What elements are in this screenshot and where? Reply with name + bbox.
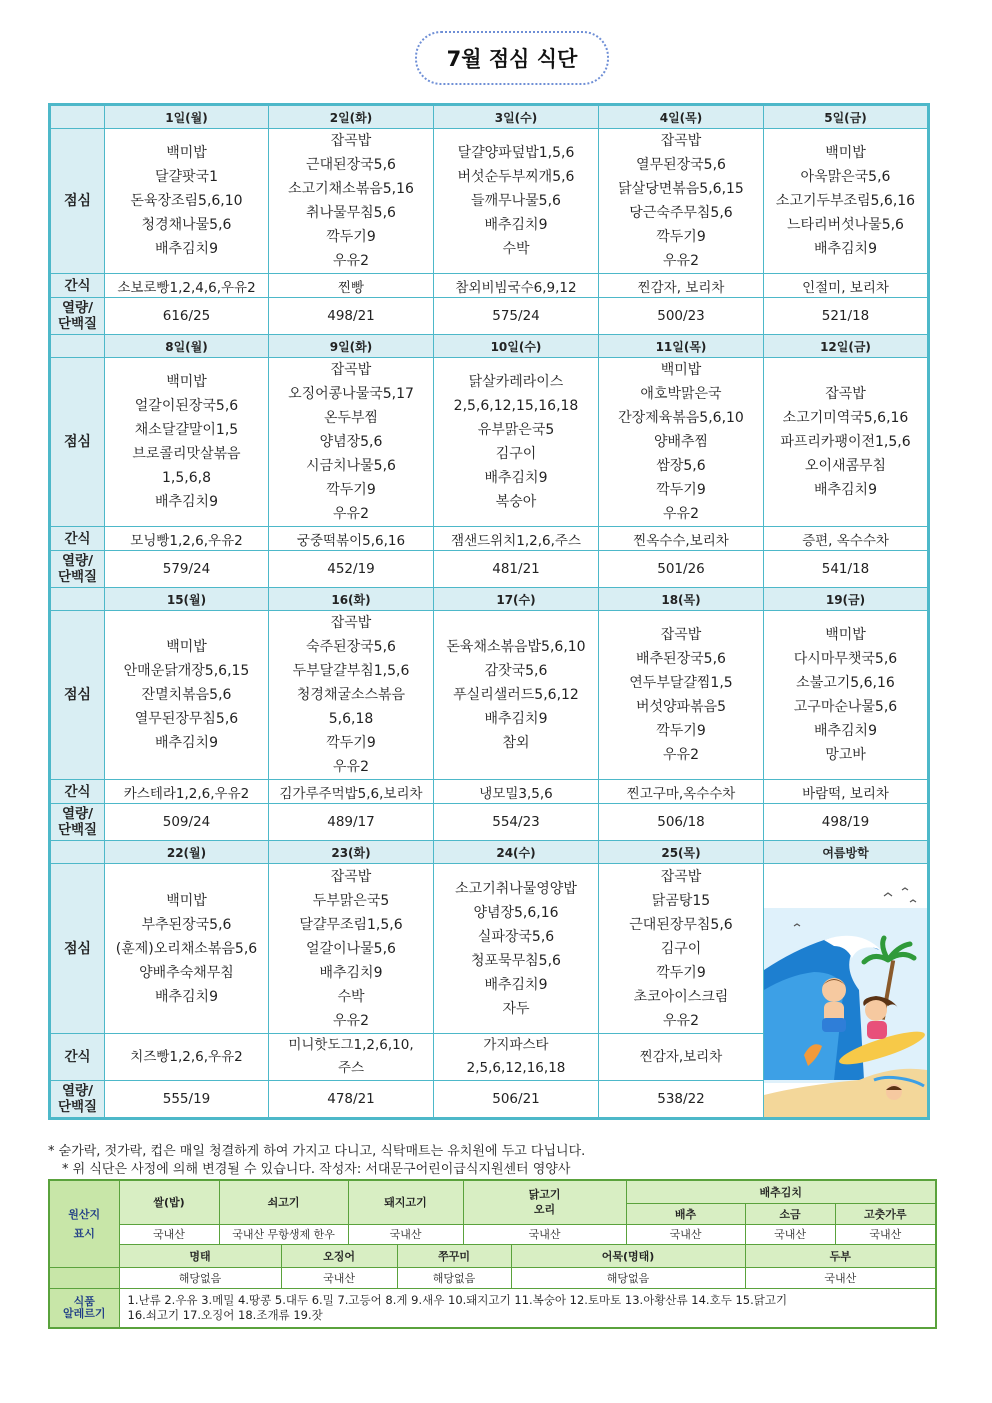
day-header-row [50,588,929,611]
lunch-row [50,358,929,527]
snack-item: 주스 [337,1060,365,1076]
menu-item: 복숭아 [495,494,537,510]
menu-item: 얼갈이나물5,6 [306,940,396,957]
snack-menu [599,1034,764,1081]
menu-item: 잡곡밥 [330,615,372,631]
lunch-row [50,129,929,274]
kcal-label-line1: 열량/ [61,1083,93,1099]
kcal-value: 575/24 [434,298,599,335]
kcal-label-line2: 단백질 [57,569,98,585]
day-date: 23(화) [269,841,434,864]
day-date: 19(금) [764,588,929,611]
menu-item: 우유2 [333,253,369,269]
menu-item: 깍두기9 [656,964,706,981]
lunch-menu [105,611,269,780]
kcal-value: 452/19 [269,551,434,588]
menu-item: 배추김치9 [319,964,383,981]
menu-item: 배추김치9 [484,711,548,727]
menu-item: 브로콜리맛살볶음 [132,446,241,462]
menu-item: 배추김치9 [484,217,548,233]
lunch-row [50,611,929,780]
kcal-value: 498/21 [269,298,434,335]
origin-label [49,1180,119,1267]
origin-header-pork: 돼지고기 [348,1180,463,1224]
origin-value-beef: 국내산 무항생제 한우 [219,1224,348,1244]
menu-item: 백미밥 [166,639,207,655]
menu-item: 우유2 [663,1012,699,1029]
kcal-label [50,551,105,588]
menu-item: 자두 [502,1000,530,1017]
kcal-value: 498/19 [764,804,929,841]
menu-item: 당근숙주무침5,6 [629,205,733,221]
menu-item: 숙주된장국5,6 [306,639,396,655]
day-date: 17(수) [434,588,599,611]
lunch-menu [764,358,929,527]
snack-row [50,274,929,298]
snack-label: 간식 [50,1034,105,1081]
allergy-list-line2: 16.쇠고기 17.오징어 18.조개류 19.잣 [127,1307,323,1322]
lunch-label: 점심 [50,358,105,527]
lunch-label: 점심 [50,864,105,1034]
menu-item: 청경채굴소스볶음 [296,687,406,703]
menu-item: 배추김치9 [813,482,877,498]
snack-menu [105,274,269,298]
snack-item: 모닝빵1,2,6,우유2 [130,532,243,549]
menu-item: 감잣국5,6 [484,663,548,679]
menu-item: 백미밥 [825,627,866,643]
snack-menu [269,274,434,298]
menu-item: 안매운닭개장5,6,15 [123,663,250,679]
menu-item: 초코아이스크림 [633,988,729,1005]
kcal-value: 554/23 [434,804,599,841]
menu-item: 온두부찜 [323,410,379,426]
menu-item: 소불고기5,6,16 [796,675,895,691]
origin-value-squid: 국내산 [281,1267,397,1288]
menu-item: 백미밥 [166,374,207,390]
origin-value-rice: 국내산 [119,1224,219,1244]
snack-item: 2,5,6,12,16,18 [466,1060,566,1076]
menu-item: 부추된장국5,6 [141,916,232,933]
kcal-row [50,551,929,588]
origin-header-cabbage: 배추 [626,1203,745,1224]
kcal-value: 541/18 [764,551,929,588]
menu-item: (훈제)오리채소볶음5,6 [115,940,258,957]
menu-item: 잔멸치볶음5,6 [141,687,232,703]
snack-item: 치즈빵1,2,6,우유2 [130,1048,243,1065]
menu-item: 달걀무조림1,5,6 [299,916,403,933]
origin-label-line1: 원산지 [68,1207,101,1221]
origin-value-pepper: 국내산 [835,1224,936,1244]
lunch-menu [599,864,764,1034]
day-date: 9일(화) [269,335,434,358]
origin-value-fishcake: 해당없음 [511,1267,745,1288]
menu-item: 깍두기9 [656,482,706,498]
day-header-corner [50,841,105,864]
menu-item: 우유2 [333,759,369,775]
menu-item: 잡곡밥 [660,133,702,149]
allergy-list-line1: 1.난류 2.우유 3.메밀 4.땅콩 5.대두 6.밀 7.고등어 8.게 9.새우 10.돼지고기 11.복숭아 12.토마토 13.아황산류 14.호두 15.닭고기 [127,1292,788,1307]
snack-menu [764,780,929,804]
menu-item: 양배추숙채무침 [139,964,234,981]
kcal-label-line1: 열량/ [61,806,93,822]
kcal-value: 538/22 [599,1081,764,1119]
menu-item: 배추김치9 [154,735,218,751]
menu-item: 열무된장국5,6 [636,157,726,173]
lunch-menu [599,129,764,274]
menu-item: 잡곡밥 [330,133,372,149]
menu-item: 김구이 [495,446,537,462]
snack-item: 인절미, 보리차 [802,279,889,296]
menu-item: 닭살카레라이스 [468,374,564,390]
menu-item: 우유2 [333,506,369,522]
menu-item: 소고기채소볶음5,16 [288,181,414,197]
menu-item: 얼갈이된장국5,6 [134,398,239,414]
menu-item: 수박 [337,988,365,1005]
snack-menu [434,1034,599,1081]
menu-item: 양념장5,6 [319,434,383,450]
origin-header-pollack: 명태 [119,1244,281,1267]
menu-table [48,103,930,1120]
snack-item: 찐고구마,옥수수차 [626,785,736,802]
lunch-label: 점심 [50,611,105,780]
origin-header-webfoot-octopus: 쭈꾸미 [397,1244,511,1267]
origin-header-tofu: 두부 [745,1244,936,1267]
lunch-menu [105,864,269,1034]
kcal-label [50,804,105,841]
menu-item: 닭곰탕15 [651,892,711,909]
snack-item: 카스테라1,2,6,우유2 [123,785,250,802]
day-header-corner [50,105,105,129]
kcal-value: 579/24 [105,551,269,588]
menu-item: 우유2 [663,747,699,763]
menu-item: 5,6,18 [328,711,374,727]
snack-item: 찐감자, 보리차 [637,279,725,296]
origin-value-cabbage: 국내산 [626,1224,745,1244]
menu-item: 오징어콩나물국5,17 [288,386,414,402]
kcal-value: 616/25 [105,298,269,335]
kcal-value: 481/21 [434,551,599,588]
day-date: 1일(월) [105,105,269,129]
snack-item: 바람떡, 보리차 [802,785,889,802]
lunch-menu [269,129,434,274]
lunch-menu [105,358,269,527]
kcal-value: 521/18 [764,298,929,335]
snack-item: 소보로빵1,2,4,6,우유2 [117,279,256,296]
origin-header-kimchi: 배추김치 [626,1180,936,1203]
day-date: 4일(목) [599,105,764,129]
snack-menu [434,527,599,551]
origin-value-webfoot-octopus: 해당없음 [397,1267,511,1288]
day-date: 11일(목) [599,335,764,358]
origin-label-line2: 표시 [73,1226,95,1240]
snack-item: 냉모밀3,5,6 [479,785,553,802]
snack-item: 찐감자,보리차 [639,1048,723,1065]
vacation-illustration [764,864,929,1119]
snack-menu [269,780,434,804]
origin-header-rice: 쌀(밥) [119,1180,219,1224]
menu-item: 잡곡밥 [660,627,702,643]
snack-item: 궁중떡볶이5,6,16 [296,532,406,549]
menu-item: 우유2 [333,1012,369,1029]
origin-label-filler [49,1267,119,1288]
menu-item: 망고바 [825,747,866,763]
day-header-corner [50,588,105,611]
menu-item: 깍두기9 [326,735,376,751]
day-header-row [50,105,929,129]
menu-item: 양념장5,6,16 [473,904,559,921]
kcal-label-line2: 단백질 [57,1099,98,1115]
menu-item: 돈육장조림5,6,10 [130,193,243,209]
day-date: 22(월) [105,841,269,864]
kcal-label-line2: 단백질 [57,316,98,332]
snack-label: 간식 [50,274,105,298]
day-date: 25(목) [599,841,764,864]
day-date: 15(월) [105,588,269,611]
origin-header-squid: 오징어 [281,1244,397,1267]
menu-item: 열무된장무침5,6 [134,711,239,727]
menu-item: 근대된장무침5,6 [629,916,733,933]
origin-header-chicken-text: 닭고기 [528,1188,561,1202]
note-utensils: * 숟가락, 젓가락, 컵은 매일 청결하게 하여 가지고 다니고, 식탁매트는 유치원에 두고 다닙니다. [48,1144,586,1159]
snack-item: 참외비빔국수6,9,12 [455,279,577,296]
snack-label: 간식 [50,527,105,551]
menu-item: 우유2 [663,253,699,269]
menu-item: 달걀팟국1 [154,169,218,185]
menu-item: 돈육채소볶음밥5,6,10 [446,639,586,655]
snack-menu [764,527,929,551]
snack-item: 찐빵 [337,279,365,296]
menu-item: 두부맑은국5 [312,892,390,909]
origin-header-salt: 소금 [745,1203,835,1224]
lunch-menu [434,358,599,527]
kcal-row [50,804,929,841]
note-menu-change: * 위 식단은 사정에 의해 변경될 수 있습니다. 작성자: 서대문구어린이급식지원센터 영양사 [62,1162,571,1177]
menu-item: 취나물무침5,6 [306,205,396,221]
menu-item: 버섯양파볶음5 [635,699,727,715]
snack-item: 미니핫도그1,2,6,10, [288,1037,414,1053]
menu-item: 참외 [502,735,530,751]
menu-item: 2,5,6,12,15,16,18 [453,398,579,414]
origin-value-tofu: 국내산 [745,1267,936,1288]
vacation-label: 여름방학 [764,841,929,864]
menu-item: 달걀양파덮밥1,5,6 [457,145,575,161]
kcal-label-line2: 단백질 [57,822,98,838]
day-header-corner [50,335,105,358]
menu-item: 수박 [502,241,530,257]
lunch-menu [764,611,929,780]
menu-item: 백미밥 [825,145,866,161]
lunch-menu [269,611,434,780]
menu-item: 배추김치9 [484,470,548,486]
lunch-menu [105,129,269,274]
day-date: 5일(금) [764,105,929,129]
menu-item: 배추김치9 [484,976,548,993]
day-date: 8일(월) [105,335,269,358]
snack-row [50,527,929,551]
lunch-label: 점심 [50,129,105,274]
menu-item: 푸실리샐러드5,6,12 [453,687,579,703]
day-date: 16(화) [269,588,434,611]
allergy-label-line2: 알레르기 [62,1306,106,1320]
allergy-list [119,1288,936,1328]
lunch-menu [599,358,764,527]
menu-item: 들깨무나물5,6 [471,193,561,209]
lunch-menu [434,864,599,1034]
menu-item: 청경채나물5,6 [141,217,232,233]
menu-item: 잡곡밥 [330,868,372,885]
menu-item: 배추김치9 [154,988,218,1005]
snack-menu [269,1034,434,1081]
kcal-value: 506/18 [599,804,764,841]
menu-item: 깍두기9 [326,482,376,498]
lunch-menu [434,129,599,274]
menu-item: 깍두기9 [326,229,376,245]
snack-menu [105,780,269,804]
day-date: 18(목) [599,588,764,611]
snack-menu [105,527,269,551]
menu-item: 배추김치9 [813,241,877,257]
snack-item: 김가루주먹밥5,6,보리차 [279,785,423,802]
menu-item: 파프리카팽이전1,5,6 [780,434,911,450]
snack-menu [105,1034,269,1081]
menu-item: 배추김치9 [813,723,877,739]
menu-item: 백미밥 [166,892,207,909]
page-title-text: 7월 점심 식단 [446,47,578,71]
menu-item: 청포묵무침5,6 [471,952,561,969]
origin-header-pepper: 고춧가루 [835,1203,936,1224]
day-header-row [50,841,929,864]
origin-value-chicken: 국내산 [463,1224,626,1244]
menu-item: 소고기취나물영양밥 [455,880,577,897]
menu-item: 닭살당면볶음5,6,15 [618,181,744,197]
snack-label: 간식 [50,780,105,804]
day-date: 2일(화) [269,105,434,129]
menu-item: 배추김치9 [154,494,218,510]
menu-item: 잡곡밥 [660,868,702,885]
snack-row [50,780,929,804]
snack-item: 찐옥수수,보리차 [633,532,729,549]
origin-value-salt: 국내산 [745,1224,835,1244]
menu-item: 배추김치9 [154,241,218,257]
allergy-label-line1: 식품 [73,1294,95,1308]
menu-item: 실파장국5,6 [477,928,555,945]
menu-item: 김구이 [660,940,702,957]
day-date: 3일(수) [434,105,599,129]
menu-item: 잡곡밥 [330,362,372,378]
origin-value-pork: 국내산 [348,1224,463,1244]
menu-item: 잡곡밥 [825,386,866,402]
origin-header-beef: 쇠고기 [219,1180,348,1224]
kcal-label [50,1081,105,1119]
kcal-value: 478/21 [269,1081,434,1119]
menu-item: 시금치나물5,6 [306,458,396,474]
summer-beach-illustration [764,880,927,1117]
kcal-value: 509/24 [105,804,269,841]
menu-item: 오이새콤무침 [804,458,887,474]
lunch-menu [269,864,434,1034]
menu-item: 애호박맑은국 [640,386,722,402]
lunch-menu [434,611,599,780]
menu-item: 유부맑은국5 [477,422,555,438]
menu-item: 느타리버섯나물5,6 [787,217,904,233]
kcal-label-line1: 열량/ [61,300,93,316]
snack-menu [599,274,764,298]
snack-menu [599,780,764,804]
menu-item: 백미밥 [166,145,207,161]
origin-header-fishcake: 어묵(명태) [511,1244,745,1267]
snack-item: 가지파스타 [483,1037,549,1053]
lunch-menu [269,358,434,527]
origin-header-duck-text: 오리 [533,1203,556,1217]
snack-item: 잼샌드위치1,2,6,주스 [451,532,581,549]
kcal-label-line1: 열량/ [61,553,93,569]
menu-item: 고구마순나물5,6 [793,699,898,715]
kcal-value: 500/23 [599,298,764,335]
origin-table [48,1179,937,1329]
menu-item: 버섯순두부찌개5,6 [457,169,575,185]
origin-value-pollack: 해당없음 [119,1267,281,1288]
snack-item: 증편, 옥수수차 [802,532,889,549]
menu-item: 깍두기9 [656,723,706,739]
menu-item: 백미밥 [660,362,702,378]
snack-menu [269,527,434,551]
lunch-row [50,864,929,1034]
kcal-value: 506/21 [434,1081,599,1119]
menu-item: 소고기미역국5,6,16 [782,410,909,426]
menu-item: 채소달걀말이1,5 [134,422,239,438]
menu-item: 다시마무챗국5,6 [793,651,898,667]
day-date: 10일(수) [434,335,599,358]
menu-item: 배추된장국5,6 [636,651,726,667]
day-header-row [50,335,929,358]
menu-item: 두부달걀부침1,5,6 [292,663,410,679]
menu-item: 소고기두부조림5,6,16 [775,193,916,209]
day-date: 24(수) [434,841,599,864]
kcal-value: 555/19 [105,1081,269,1119]
menu-item: 우유2 [663,506,699,522]
menu-item: 연두부달걀찜1,5 [629,675,733,691]
snack-menu [599,527,764,551]
kcal-label [50,298,105,335]
menu-item: 1,5,6,8 [162,470,211,486]
snack-menu [764,274,929,298]
menu-item: 깍두기9 [656,229,706,245]
lunch-menu [599,611,764,780]
kcal-value: 501/26 [599,551,764,588]
menu-item: 아욱맑은국5,6 [800,169,891,185]
origin-header-chicken [463,1180,626,1224]
kcal-value: 489/17 [269,804,434,841]
kcal-row [50,298,929,335]
menu-item: 간장제육볶음5,6,10 [618,410,744,426]
allergy-label [49,1288,119,1328]
menu-item: 쌈장5,6 [656,458,706,474]
snack-menu [434,780,599,804]
day-date: 12일(금) [764,335,929,358]
menu-item: 근대된장국5,6 [306,157,396,173]
page-title [415,31,609,85]
snack-menu [434,274,599,298]
menu-item: 양배추찜 [653,434,709,450]
lunch-menu [764,129,929,274]
